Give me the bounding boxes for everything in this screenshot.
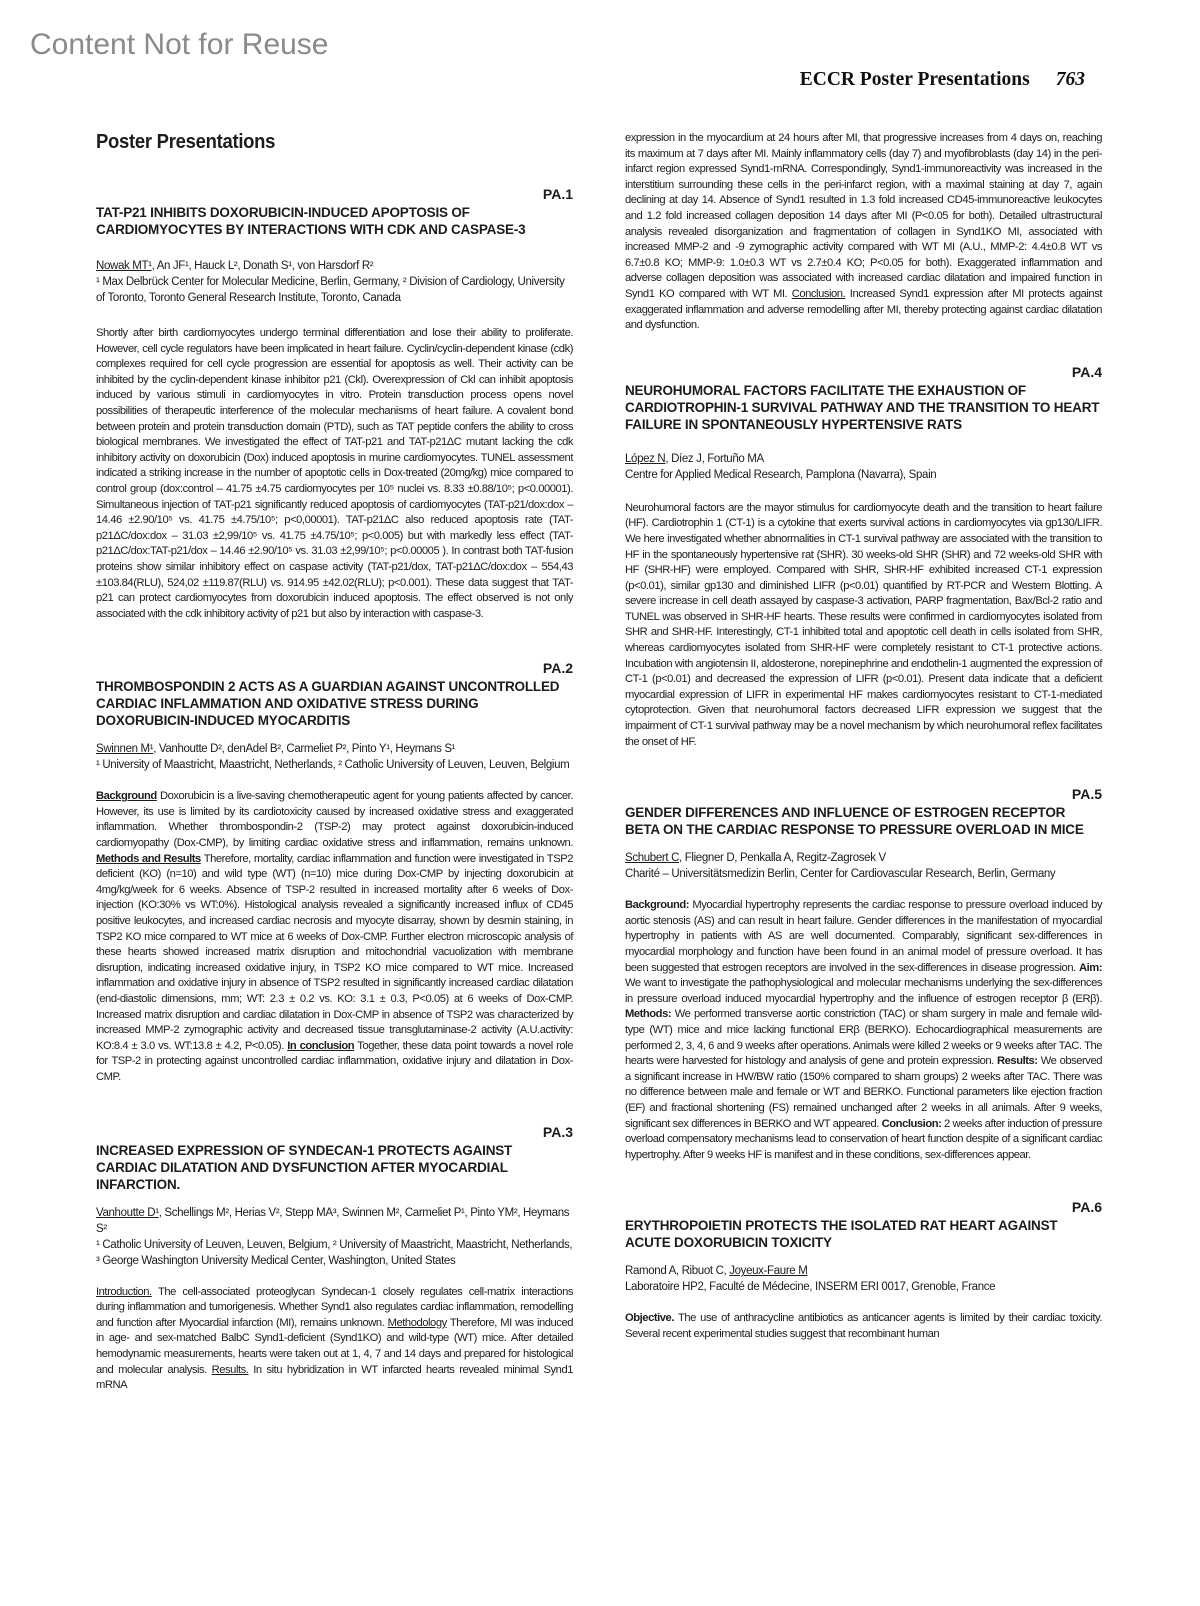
- abstract-title: TAT-P21 INHIBITS DOXORUBICIN-INDUCED APOPTOSIS OF CARDIOMYOCYTES BY INTERACTIONS WITH CDK AND CASPASE-3: [96, 205, 526, 237]
- abstract-pa6: [625, 1199, 1102, 1342]
- label-methodology: Methodology: [387, 1316, 447, 1329]
- label-background: Background: [96, 790, 157, 803]
- label-aim: Aim:: [1078, 961, 1102, 974]
- body-text: Increased Synd1 expression after MI protects against exaggerated inflammation and adverse remodelling after MI, thereby protecting against cardiac dilatation and dysfunction.: [625, 287, 1103, 332]
- abstract-title: NEUROHUMORAL FACTORS FACILITATE THE EXHAUSTION OF CARDIOTROPHIN-1 SURVIVAL PATHWAY AND THE TRANSITION TO HEART FAILURE IN SPONTANEOUSLY HYPERTENSIVE RATS: [625, 382, 1100, 432]
- abstract-authors: [96, 1205, 573, 1237]
- body-text: We performed transverse aortic constriction (TAC) or sham surgery in male and female wild-type (WT) mice and mice lacking functional ERβ (BERKO). Echocardiographical measurements are performed 2, 3, 4, 6 and 9 weeks after operations. Animals were killed 2 weeks or 9 weeks after TAC. The hearts were harvested for histology and analysis of gene and protein expression.: [625, 1008, 1102, 1068]
- abstract-pa4: [625, 364, 1102, 751]
- label-conclusion: Conclusion.: [791, 287, 846, 300]
- label-methods: Methods and Results: [96, 852, 201, 865]
- abstract-authors: [96, 258, 573, 274]
- co-authors: Ramond A, Ribuot C,: [625, 1265, 730, 1278]
- label-objective: Objective.: [625, 1312, 674, 1325]
- abstract-affiliations: ¹ University of Maastricht, Maastricht, Netherlands, ² Catholic University of Leuven, Leuven, Belgium: [96, 759, 570, 772]
- abstract-code: PA.2: [542, 660, 573, 677]
- abstract-code: PA.3: [542, 1123, 573, 1140]
- abstract-title: INCREASED EXPRESSION OF SYNDECAN-1 PROTECTS AGAINST CARDIAC DILATATION AND DYSFUNCTION AFTER MYOCARDIAL INFARCTION.: [96, 1142, 513, 1192]
- co-authors: , Vanhoutte D², denAdel B², Carmeliet P², Pinto Y¹, Heymans S¹: [153, 743, 456, 756]
- presenting-author: Swinnen M¹: [96, 743, 154, 756]
- presenting-author: Schubert C: [625, 852, 680, 865]
- abstract-body: [625, 898, 1102, 1163]
- left-column: [96, 130, 573, 1394]
- label-background: Background:: [625, 899, 690, 912]
- abstract-body: [96, 789, 573, 1085]
- presenting-author: Joyeux-Faure M: [729, 1265, 808, 1278]
- abstract-pa3: [96, 1124, 573, 1394]
- abstract-code: PA.1: [542, 186, 573, 202]
- abstract-code: PA.5: [1071, 786, 1102, 803]
- abstract-pa2: [96, 660, 573, 1085]
- abstract-title: ERYTHROPOIETIN PROTECTS THE ISOLATED RAT HEART AGAINST ACUTE DOXORUBICIN TOXICITY: [625, 1218, 1058, 1251]
- body-text: Myocardial hypertrophy represents the cardiac response to pressure overload induced by aortic stenosis (AS) and can result in heart failure. Gender differences in the manifestation of myocardial hypertrophy in patients with AS are well documented. Comparably, significant sex-differences in myocardial morphology and function have been found in an animal model of pressure overload. It has been suggested that estrogen receptors are involved in the sex-differences in disease progression.: [625, 899, 1102, 974]
- presenting-author: Nowak MT¹: [96, 260, 152, 272]
- co-authors: , Schellings M², Herias V², Stepp MA³, Swinnen M², Carmeliet P¹, Pinto YM², Heymans S²: [96, 1206, 570, 1235]
- abstract-body: Shortly after birth cardiomyocytes undergo terminal differentiation and lose their ability to proliferate. However, cell cycle regulators have been implicated in heart failure. Cyclin/cyclin-dependent kinase (cdk) complexes required for cell cycle progression are essential for apoptosis as well. Their activity can be inhibited by the cyclin-dependent kinase inhibitor p21 (Ckl). Overexpression of Ckl can inhibit apoptosis induced by various stimuli in cardiomyocytes in vitro. Protein transduction process opens novel possibilities of therapeutic interference of the molecular mechanisms of heart failure. A covalent bond between protein and protein transduction domain (PTD), such as TAT peptide confers the ability to cross biological membranes. We investigated the effect of TAT-p21 and TAT-p21ΔC mutant lacking the cdk inhibitory activity on doxorubicin (Dox) induced apoptosis in murine cardiomyocytes. TUNEL assessment indicated a striking increase in the number of apoptotic cells in Dox-treated (20mg/kg) mice compared to control group (dox:control – 41.75 ±4.75 cardiomyocytes per 10⁵ nuclei vs. 8.33 ±0.88/10⁵; p<0.00001). Simultaneous injection of TAT-p21 significantly reduced apoptosis of cardiomyocytes (TAT-p21/dox:dox – 14.46 ±2.90/10⁵ vs. 41.75 ±4.75/10⁵; p<0,00001). TAT-p21ΔC also reduced apoptosis rate (TAT-p21ΔC/dox:dox – 31.03 ±2,99/10⁵ vs. 41.75 ±4.75/10⁵; p<0.005) but with markedly less effect (TAT-p21ΔC/dox:TAT-p21/dox – 14.46 ±2.90/10⁵ vs. 31.03 ±2,99/10⁵; p<0.00005 ). In contrast both TAT-fusion proteins show similar inhibitory effect on caspase activity (TAT-p21/dox, TAT-p21ΔC/dox:dox – 554,43 ±103.84(RLU), 524,02 ±119.87(RLU) vs. 914.95 ±42.02(RLU); p<0.001). These data suggest that TAT-p21 can protect cardiomyocytes from doxorubicin induced apoptosis. The effect observed is not only associated with the cdk inhibitory activity of p21 but also by interaction with caspase-3.: [96, 327, 573, 620]
- abstract-pa3-continued: [625, 131, 1102, 334]
- abstract-code: PA.6: [1071, 1199, 1102, 1216]
- running-head: [800, 69, 1085, 91]
- label-results: Results:: [997, 1055, 1038, 1068]
- abstract-body: [625, 1311, 1102, 1342]
- label-methods: Methods:: [625, 1008, 672, 1021]
- abstract-affiliations: ¹ Catholic University of Leuven, Leuven, Belgium, ² University of Maastricht, Maastricht, Netherlands, ³ George Washington University Medical Center, Washington, United States: [96, 1238, 573, 1267]
- body-text: expression in the myocardium at 24 hours after MI, that progressive increases from 4 days on, reaching its maximum at 7 days after MI. Mainly inflammatory cells (day 7) and myofibroblasts (day 14) in the peri-infarct region expressed Synd1-mRNA. Correspondingly, Synd1-immunoreactivity was increased in the interstitium surrounding these cells in the peri-infarct region, with a maximal staining at day 7, again declining at day 14. Absence of Synd1 resulted in 1.3 fold increased CD45-immunoreactive leukocytes and 1.2 fold increased collagen deposition 14 days after MI (P<0.05 for both). Detailed ultrastructural analysis revealed disorganization and fragmentation of collagen in Synd1KO MI, associated with increased MMP-2 and -9 zymographic activity compared with WT MI (A.U., MMP-2: 4.4±0.8 WT vs 6.7±0.8 KO; MMP-9: 1.0±0.3 WT vs 2.7±0.4 KO; P<0.05 for both). Exaggerated inflammation and adverse collagen deposition was associated with increased cardiac dilatation and impaired function in Synd1 KO compared with WT MI.: [625, 132, 1102, 300]
- abstract-affiliations: Centre for Applied Medical Research, Pamplona (Navarra), Spain: [625, 468, 937, 481]
- abstract-body: [96, 1285, 573, 1394]
- abstract-affiliations: Charité – Universitätsmedizin Berlin, Center for Cardiovascular Research, Berlin, Germany: [625, 868, 1056, 881]
- body-text: We observed a significant increase in HW/BW ratio (150% compared to sham groups) 2 weeks after TAC. There was no difference between male and female or WT and BERKO. Functional parameters like ejection fraction (EF) and fractional shortening (FS) remained unchanged after 2 weeks in all animals. After 9 weeks, significant sex differences in BERKO and WT appeared.: [625, 1055, 1102, 1130]
- body-text: We want to investigate the pathophysiological and molecular mechanisms underlying the sex-differences in pressure overload induced myocardial hypertrophy and the influence of estrogen receptor β (ERβ).: [625, 977, 1102, 1005]
- body-text: Therefore, mortality, cardiac inflammation and function were investigated in TSP2 deficient (KO) (n=10) and wild type (WT) (n=10) mice during Dox-CMP by injecting doxorubicin at 4mg/kg/week for 6 weeks. Absence of TSP-2 resulted in increased mortality after 6 weeks of Dox-injection (KO:30% vs WT:0%). Histological analysis revealed a significantly increased influx of CD45 positive leukocytes, and increased cardiac necrosis and myocyte disarray, shown by desmin staining, in TSP2 KO mice compared to WT mice at 6 weeks of Dox-CMP. Further electron microscopic analysis of these hearts showed increased matrix disruption and mitochondrial vacuolization with membrane disruption, indicating increased oxidative injury, in TSP2 KO mice compared to WT mice. Increased inflammation and oxidative injury in absence of TSP2 resulted in significantly increased cardiac dilatation (end-diastolic dimensions, mm; WT: 2.3 ± 0.2 vs. KO: 3.1 ± 0.3, P<0.05) at 6 weeks of Dox-CMP. Increased matrix disruption and cardiac dilatation in Dox-CMP in absence of TSP2 was characterized by increased MMP-2 zymographic activity and decreased tissue transglutaminase-2 activity (A.U.activity: KO:8.4 ± 3.0 vs. WT:13.8 ± 4.2, P<0.05).: [96, 852, 573, 1052]
- label-introduction: Introduction.: [96, 1285, 152, 1298]
- abstract-pa5: [625, 786, 1102, 1163]
- abstract-body: [625, 131, 1102, 334]
- right-column: [625, 131, 1102, 1343]
- presenting-author: Vanhoutte D¹: [96, 1206, 159, 1219]
- body-text: Therefore, MI was induced in age- and sex-matched BalbC Synd1-deficient (Synd1KO) and wild-type (WT) mice. After detailed hemodynamic measurements, hearts were taken out at 1, 4, 7 and 14 days and prepared for histological and molecular analysis.: [96, 1316, 573, 1376]
- co-authors: , Fliegner D, Penkalla A, Regitz-Zagrosek V: [679, 852, 886, 865]
- abstract-authors: [96, 741, 573, 757]
- journal-section: ECCR Poster Presentations: [799, 69, 1030, 90]
- body-text: In situ hybridization in WT infarcted hearts revealed minimal Synd1 mRNA: [96, 1363, 573, 1392]
- abstract-affiliations: ¹ Max Delbrück Center for Molecular Medicine, Berlin, Germany, ² Division of Cardiology, University of Toronto, Toronto General Research Institute, Toronto, Canada: [96, 276, 565, 304]
- abstract-authors: [625, 850, 1102, 866]
- abstract-body: Neurohumoral factors are the mayor stimulus for cardiomyocyte death and the transition to heart failure (HF). Cardiotrophin 1 (CT-1) is a cytokine that exerts survival actions in cardiomyocytes via gp130/LIFR. We here investigated whether abnormalities in CT-1 survival pathway are associated with the transition to HF in the spontaneously hypertensive rat (SHR). 30 weeks-old SHR (SHR) and 72 weeks-old SHR with HF (SHR-HF) were employed. Compared with SHR, SHR-HF exhibited increased CT-1 expression (p<0.01), similar gp130 and diminished LIFR (p<0.01) quantified by RT-PCR and Western Blotting. A severe increase in cell death assayed by caspase-3 activation, PARP fragmentation, Bax/Bcl-2 ratio and TUNEL was observed in SHR-HF hearts. These results were confirmed in cardiomyocytes isolated from SHR and SHR-HF. Interestingly, CT-1 inhibited total and apoptotic cell death in cells isolated from SHR, whereas cardiomyocytes isolated from SHR-HF were completely resistant to CT-1 protective actions. Incubation with angiotensin II, aldosterone, norepinephrine and endothelin-1 augmented the expression of CT-1 (p<0.01) and decreased the expression of LIFR (p<0.01). Present data indicate that a deficient myocardial expression of LIFR in experimental HF makes cardiomyocytes resistant to CT-1-mediated cytoprotection. Given that neurohumoral factors decreased LIFR expression we suggest that the impairment of CT-1 survival pathway may be a novel mechanism by which neurohumoral reflex facilitates the onset of HF.: [625, 501, 1102, 748]
- section-title: Poster Presentations: [96, 130, 276, 153]
- presenting-author: López N: [625, 452, 666, 465]
- body-text: Together, these data point towards a novel role for TSP-2 in protecting against uncontrolled cardiac inflammation, oxidative injury and dilatation in Dox-CMP.: [96, 1039, 573, 1083]
- watermark: Content Not for Reuse: [30, 28, 329, 61]
- body-text: The use of anthracycline antibiotics as anticancer agents is limited by their cardiac toxicity. Several recent experimental studies suggest that recombinant human: [625, 1312, 1102, 1340]
- label-conclusion: Conclusion:: [881, 1117, 942, 1130]
- body-text: 2 weeks after induction of pressure overload compensatory mechanisms lead to conservation of heart function despite of a significant cardiac hypertrophy. After 9 weeks HF is manifest and in these conditions, sex-differences appear.: [625, 1117, 1102, 1161]
- abstract-authors: [625, 451, 1102, 467]
- abstract-title: THROMBOSPONDIN 2 ACTS AS A GUARDIAN AGAINST UNCONTROLLED CARDIAC INFLAMMATION AND OXIDATIVE STRESS DURING DOXORUBICIN-INDUCED MYOCARDITIS: [96, 679, 560, 729]
- abstract-title: GENDER DIFFERENCES AND INFLUENCE OF ESTROGEN RECEPTOR BETA ON THE CARDIAC RESPONSE TO PRESSURE OVERLOAD IN MICE: [625, 805, 1084, 838]
- body-text: Doxorubicin is a live-saving chemotherapeutic agent for young patients affected by cancer. However, its use is limited by its cardiotoxicity caused by increased oxidative stress and exaggerated inflammation. Whether thrombospondin-2 (TSP-2) may protect against doxorubicin-induced cardiomyopathy (Dox-CMP), by limiting cardiac oxidative stress and inflammation, remains unknown.: [96, 790, 573, 850]
- label-results: Results.: [211, 1363, 249, 1376]
- label-conclusion: In conclusion: [287, 1039, 355, 1052]
- abstract-pa1: [96, 186, 573, 622]
- abstract-authors: [625, 1263, 1102, 1279]
- abstract-code: PA.4: [1071, 363, 1102, 380]
- co-authors: , Díez J, Fortuño MA: [665, 452, 764, 465]
- body-text: The cell-associated proteoglycan Syndecan-1 closely regulates cell-matrix interactions during inflammation and tumorigenesis. Whether Synd1 also regulates cardiac inflammation, remodelling and function after Myocardial infarction (MI), remains unknown.: [96, 1285, 573, 1329]
- abstract-affiliations: Laboratoire HP2, Faculté de Médecine, INSERM ERI 0017, Grenoble, France: [625, 1281, 996, 1294]
- page-number: 763: [1055, 69, 1085, 90]
- co-authors: , An JF¹, Hauck L², Donath S¹, von Harsdorf R²: [151, 260, 374, 272]
